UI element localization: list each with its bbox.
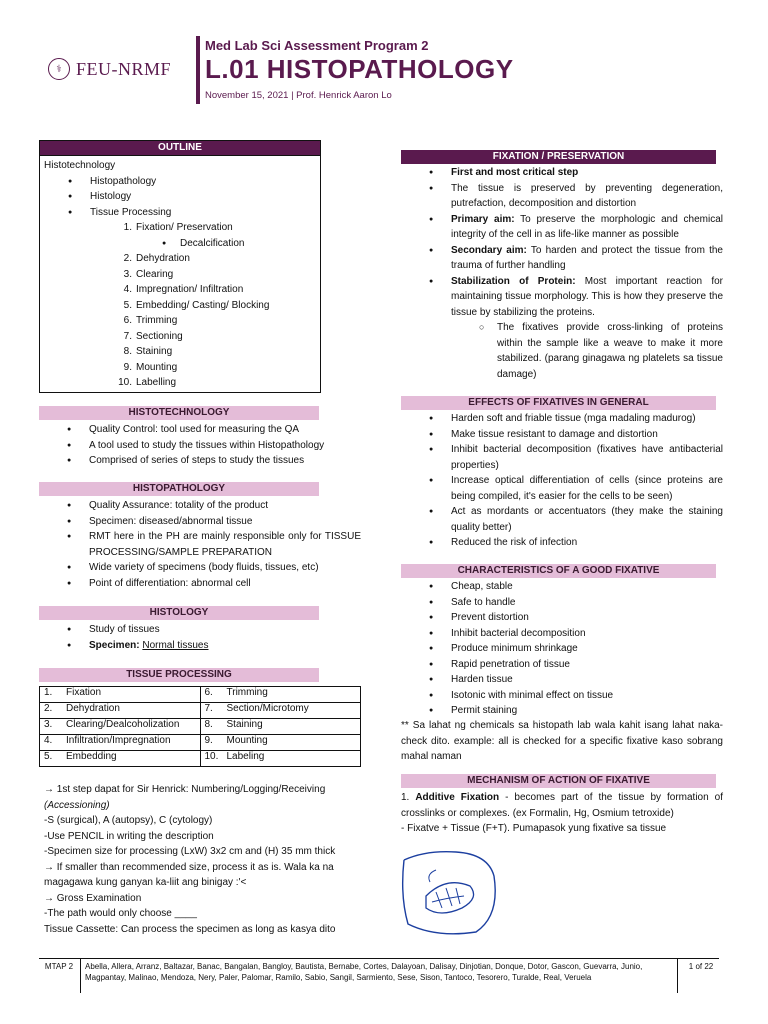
list-item: ● Act as mordants or accentuators (they make the staining quality better) bbox=[401, 504, 723, 535]
note-line: → 1st step dapat for Sir Henrick: Numbering/Logging/Receiving bbox=[44, 784, 326, 795]
outline-step-number: 7. bbox=[123, 330, 132, 342]
outline-step-label: Sectioning bbox=[136, 330, 183, 342]
table-cell bbox=[200, 703, 361, 719]
histology-list bbox=[39, 622, 359, 653]
outline-step-number: 8. bbox=[123, 346, 132, 357]
outline-step-label: Staining bbox=[136, 346, 173, 357]
outline-step bbox=[40, 251, 320, 267]
table-row bbox=[40, 751, 361, 767]
note-line: (Accessioning) bbox=[44, 799, 110, 811]
bullet-icon: ● bbox=[162, 239, 167, 247]
footer-page: 1 of 22 bbox=[688, 962, 714, 971]
histology-heading: HISTOLOGY bbox=[39, 606, 319, 620]
outline-bullets bbox=[40, 174, 320, 221]
date-line: November 15, 2021 | Prof. Henrick Aaron Lo bbox=[205, 90, 392, 101]
outline-step-label: Trimming bbox=[136, 315, 178, 326]
list-item: ● Quality Assurance: totality of the product bbox=[39, 498, 361, 514]
fixative-tissue-sketch bbox=[396, 846, 506, 942]
mechanism-heading: MECHANISM OF ACTION OF FIXATIVE bbox=[401, 774, 716, 788]
footer-course: MTAP 2 bbox=[44, 962, 74, 971]
outline-step bbox=[40, 267, 320, 283]
list-item bbox=[401, 212, 723, 243]
step-label: Fixation bbox=[66, 687, 102, 698]
step-label: Mounting bbox=[226, 735, 268, 746]
outline-item: ● Histopathology bbox=[40, 174, 320, 190]
list-item: ● A tool used to study the tissues within Histopathology bbox=[39, 438, 369, 454]
histopathology-list bbox=[39, 498, 361, 591]
step-label: Embedding bbox=[66, 751, 117, 762]
table-cell bbox=[200, 735, 361, 751]
logo bbox=[48, 58, 171, 80]
mechanism-block bbox=[401, 790, 723, 837]
outline-item: ● Tissue Processing bbox=[40, 205, 320, 221]
logo-text: FEU-NRMF bbox=[76, 58, 172, 79]
primary-aim-text: To preserve the morphologic and chemical integrity of the cell in as life-like manner as possible bbox=[451, 213, 723, 240]
outline-heading: OUTLINE bbox=[39, 140, 321, 156]
outline-step bbox=[40, 360, 320, 376]
effects-list bbox=[401, 411, 723, 551]
tissue-processing-heading: TISSUE PROCESSING bbox=[39, 668, 319, 682]
step-label: Clearing/Dealcoholization bbox=[66, 719, 180, 730]
step-number: 5. bbox=[44, 751, 53, 762]
table-cell bbox=[40, 719, 201, 735]
table-row bbox=[40, 703, 361, 719]
list-item bbox=[39, 638, 359, 654]
list-item: ● Permit staining bbox=[401, 703, 723, 719]
stabilization-label: Stabilization of Protein: bbox=[451, 275, 576, 287]
step-number: 2. bbox=[44, 703, 53, 714]
step-label: Infiltration/Impregnation bbox=[66, 735, 171, 746]
table-cell bbox=[200, 751, 361, 767]
list-item: ○ The fixatives provide cross-linking of proteins within the sample like a weave to make it more stabilized. (parang ginagawa ng platelets sa tissue damage) bbox=[401, 320, 723, 382]
step-label: Trimming bbox=[226, 687, 268, 698]
stabilization-text: Most important reaction for maintaining tissue morphology. This is how they preserve the tissue by stabilizing the proteins. bbox=[451, 275, 724, 318]
list-item bbox=[401, 274, 723, 321]
list-item: ● Safe to handle bbox=[401, 595, 723, 611]
step-label: Staining bbox=[226, 719, 263, 730]
tissue-processing-table bbox=[39, 686, 361, 767]
list-item: ● Rapid penetration of tissue bbox=[401, 657, 723, 673]
step-label: Section/Microtomy bbox=[226, 703, 309, 714]
list-item: ● Study of tissues bbox=[39, 622, 359, 638]
step-number: 9. bbox=[204, 735, 213, 746]
fixation-first: First and most critical step bbox=[451, 167, 579, 178]
table-row bbox=[40, 719, 361, 735]
list-item: ● Cheap, stable bbox=[401, 579, 723, 595]
header-divider bbox=[196, 36, 200, 104]
note-line: → Gross Examination bbox=[44, 892, 142, 904]
table-cell bbox=[40, 703, 201, 719]
list-item: ● Wide variety of specimens (body fluids, tissues, etc) bbox=[39, 560, 361, 576]
list-item: ● Comprised of series of steps to study the tissues bbox=[39, 453, 369, 469]
step-number: 6. bbox=[204, 687, 213, 698]
note-line: -S (surgical), A (autopsy), C (cytology) bbox=[44, 815, 213, 826]
list-item: ● RMT here in the PH are mainly responsible only for TISSUE PROCESSING/SAMPLE PREPARATION bbox=[39, 529, 361, 560]
table-cell bbox=[200, 687, 361, 703]
outline-root: Histotechnology bbox=[44, 160, 116, 171]
fixation-sublist bbox=[401, 320, 723, 382]
outline-step-number: 9. bbox=[123, 361, 132, 373]
table-row bbox=[40, 687, 361, 703]
list-item: ● Quality Control: tool used for measuring the QA bbox=[39, 422, 369, 438]
outline-step-label: Dehydration bbox=[136, 253, 190, 264]
outline-step bbox=[40, 298, 320, 314]
footer-names: Abella, Allera, Arranz, Baltazar, Banac, Bangalan, Bangloy, Bautista, Bernabe, Cortes, Dalayoan, Dalisay, Dinjotian, Donque, Dotor, Gascon, Guevarra, Junio, Magpantay, Malinao, Mendoza, Nery, Paler, Palomar, Ramilo, Sabio, Sangil, Sarmiento, Sese, Sison, Tantoco, Tesorero, Turalde, Real, Veruela bbox=[85, 962, 643, 982]
mechanism-number: 1. bbox=[401, 792, 416, 803]
outline-step-number: 5. bbox=[123, 299, 132, 311]
specimen-value: Normal tissues bbox=[142, 639, 209, 651]
table-cell bbox=[40, 735, 201, 751]
note-line: Tissue Cassette: Can process the specimen as long as kasya dito bbox=[44, 923, 336, 935]
list-item: ● Prevent distortion bbox=[401, 610, 723, 626]
list-item: ● Harden tissue bbox=[401, 672, 723, 688]
list-item: ● Inhibit bacterial decomposition bbox=[401, 626, 723, 642]
effects-heading: EFFECTS OF FIXATIVES IN GENERAL bbox=[401, 396, 716, 410]
outline-step-label: Embedding/ Casting/ Blocking bbox=[136, 299, 270, 311]
outline-step bbox=[40, 344, 320, 360]
outline-step bbox=[40, 236, 320, 252]
outline-step-label: Decalcification bbox=[180, 237, 245, 249]
primary-aim-label: Primary aim: bbox=[451, 213, 515, 225]
additive-fixation-text: - becomes part of the tissue by formation of crosslinks or complexes. (ex Formalin, Hg, Osmium tetroxide) bbox=[401, 792, 724, 819]
mechanism-line-1 bbox=[401, 790, 723, 821]
list-item: ● Reduced the risk of infection bbox=[401, 535, 723, 551]
histotechnology-list bbox=[39, 422, 369, 469]
secondary-aim-text: To harden and protect the tissue from the trauma of further handling bbox=[451, 244, 723, 271]
outline-item: ● Histology bbox=[40, 189, 320, 205]
list-item: ● Harden soft and friable tissue (mga madaling madurog) bbox=[401, 411, 723, 427]
list-item: ● Point of differentiation: abnormal cell bbox=[39, 576, 361, 592]
fixation-heading: FIXATION / PRESERVATION bbox=[401, 150, 716, 164]
outline-step-label: Mounting bbox=[136, 361, 178, 373]
outline-step-label: Impregnation/ Infiltration bbox=[136, 284, 244, 295]
list-item: ● Specimen: diseased/abnormal tissue bbox=[39, 514, 361, 530]
additive-fixation-label: Additive Fixation bbox=[415, 792, 500, 803]
outline-step-label: Labelling bbox=[136, 377, 177, 388]
specimen-label: Specimen: bbox=[89, 639, 140, 651]
outline-step bbox=[40, 220, 320, 236]
outline-step-number: 3. bbox=[123, 268, 132, 280]
secondary-aim-label: Secondary aim: bbox=[451, 244, 527, 256]
list-item bbox=[401, 243, 723, 274]
outline-step bbox=[40, 282, 320, 298]
step-number: 3. bbox=[44, 719, 53, 730]
step-number: 10. bbox=[204, 751, 219, 762]
table-cell bbox=[40, 751, 201, 767]
characteristics-note: ** Sa lahat ng chemicals sa histopath lab wala kahit isang lahat naka-check dito. example: all is checked for a specific fixative kaso sobrang mahal naman bbox=[401, 720, 723, 762]
list-item: ● Make tissue resistant to damage and distortion bbox=[401, 427, 723, 443]
table-row bbox=[40, 735, 361, 751]
outline-step bbox=[40, 329, 320, 345]
characteristics-heading: CHARACTERISTICS OF A GOOD FIXATIVE bbox=[401, 564, 716, 578]
list-item: ● Isotonic with minimal effect on tissue bbox=[401, 688, 723, 704]
characteristics-list bbox=[401, 579, 723, 719]
table-cell bbox=[40, 687, 201, 703]
note-line: -Use PENCIL in writing the description bbox=[44, 830, 214, 842]
table-cell bbox=[200, 719, 361, 735]
list-item: ● Increase optical differentiation of cells (since proteins are being compiled, it's easier for the cells to be seen) bbox=[401, 473, 723, 504]
footer-divider bbox=[677, 959, 678, 993]
histotechnology-heading: HISTOTECHNOLOGY bbox=[39, 406, 319, 420]
outline-step-label: Clearing bbox=[136, 268, 174, 280]
outline-step bbox=[40, 375, 320, 391]
outline-step-number: 4. bbox=[123, 284, 132, 295]
step-label: Dehydration bbox=[66, 703, 120, 714]
list-item: ● Produce minimum shrinkage bbox=[401, 641, 723, 657]
outline-steps bbox=[40, 220, 320, 391]
outline-step-number: 10. bbox=[118, 377, 132, 388]
footer bbox=[39, 958, 719, 999]
list-item: ● The tissue is preserved by preventing degeneration, putrefaction, decomposition and distortion bbox=[401, 181, 723, 212]
notes-block bbox=[44, 782, 362, 937]
page-title: L.01 HISTOPATHOLOGY bbox=[205, 54, 514, 84]
step-number: 1. bbox=[44, 687, 53, 698]
outline-box bbox=[39, 155, 321, 393]
step-number: 4. bbox=[44, 735, 53, 746]
outline-step-number: 2. bbox=[123, 253, 132, 264]
note-line: -The path would only choose ____ bbox=[44, 908, 197, 919]
list-item: ● Inhibit bacterial decomposition (fixatives have antibacterial properties) bbox=[401, 442, 723, 473]
mechanism-line-2: - Fixatve + Tissue (F+T). Pumapasok yung fixative sa tissue bbox=[401, 823, 667, 834]
outline-step bbox=[40, 313, 320, 329]
outline-step-number: 6. bbox=[123, 315, 132, 326]
program-title: Med Lab Sci Assessment Program 2 bbox=[205, 38, 429, 53]
list-item bbox=[401, 165, 723, 181]
step-label: Labeling bbox=[226, 751, 265, 762]
step-number: 7. bbox=[204, 703, 213, 714]
histopathology-heading: HISTOPATHOLOGY bbox=[39, 482, 319, 496]
seal-icon: ⚕ bbox=[48, 58, 70, 80]
note-line: → If smaller than recommended size, process it as is. Wala ka na magagawa kung ganyan ka-liit ang binigay :'< bbox=[44, 861, 334, 888]
fixation-list bbox=[401, 165, 723, 320]
note-line: -Specimen size for processing (LxW) 3x2 cm and (H) 35 mm thick bbox=[44, 846, 336, 857]
outline-step-label: Fixation/ Preservation bbox=[136, 222, 233, 233]
footer-divider bbox=[80, 959, 81, 993]
outline-step-number: 1. bbox=[123, 222, 132, 233]
step-number: 8. bbox=[204, 719, 213, 730]
